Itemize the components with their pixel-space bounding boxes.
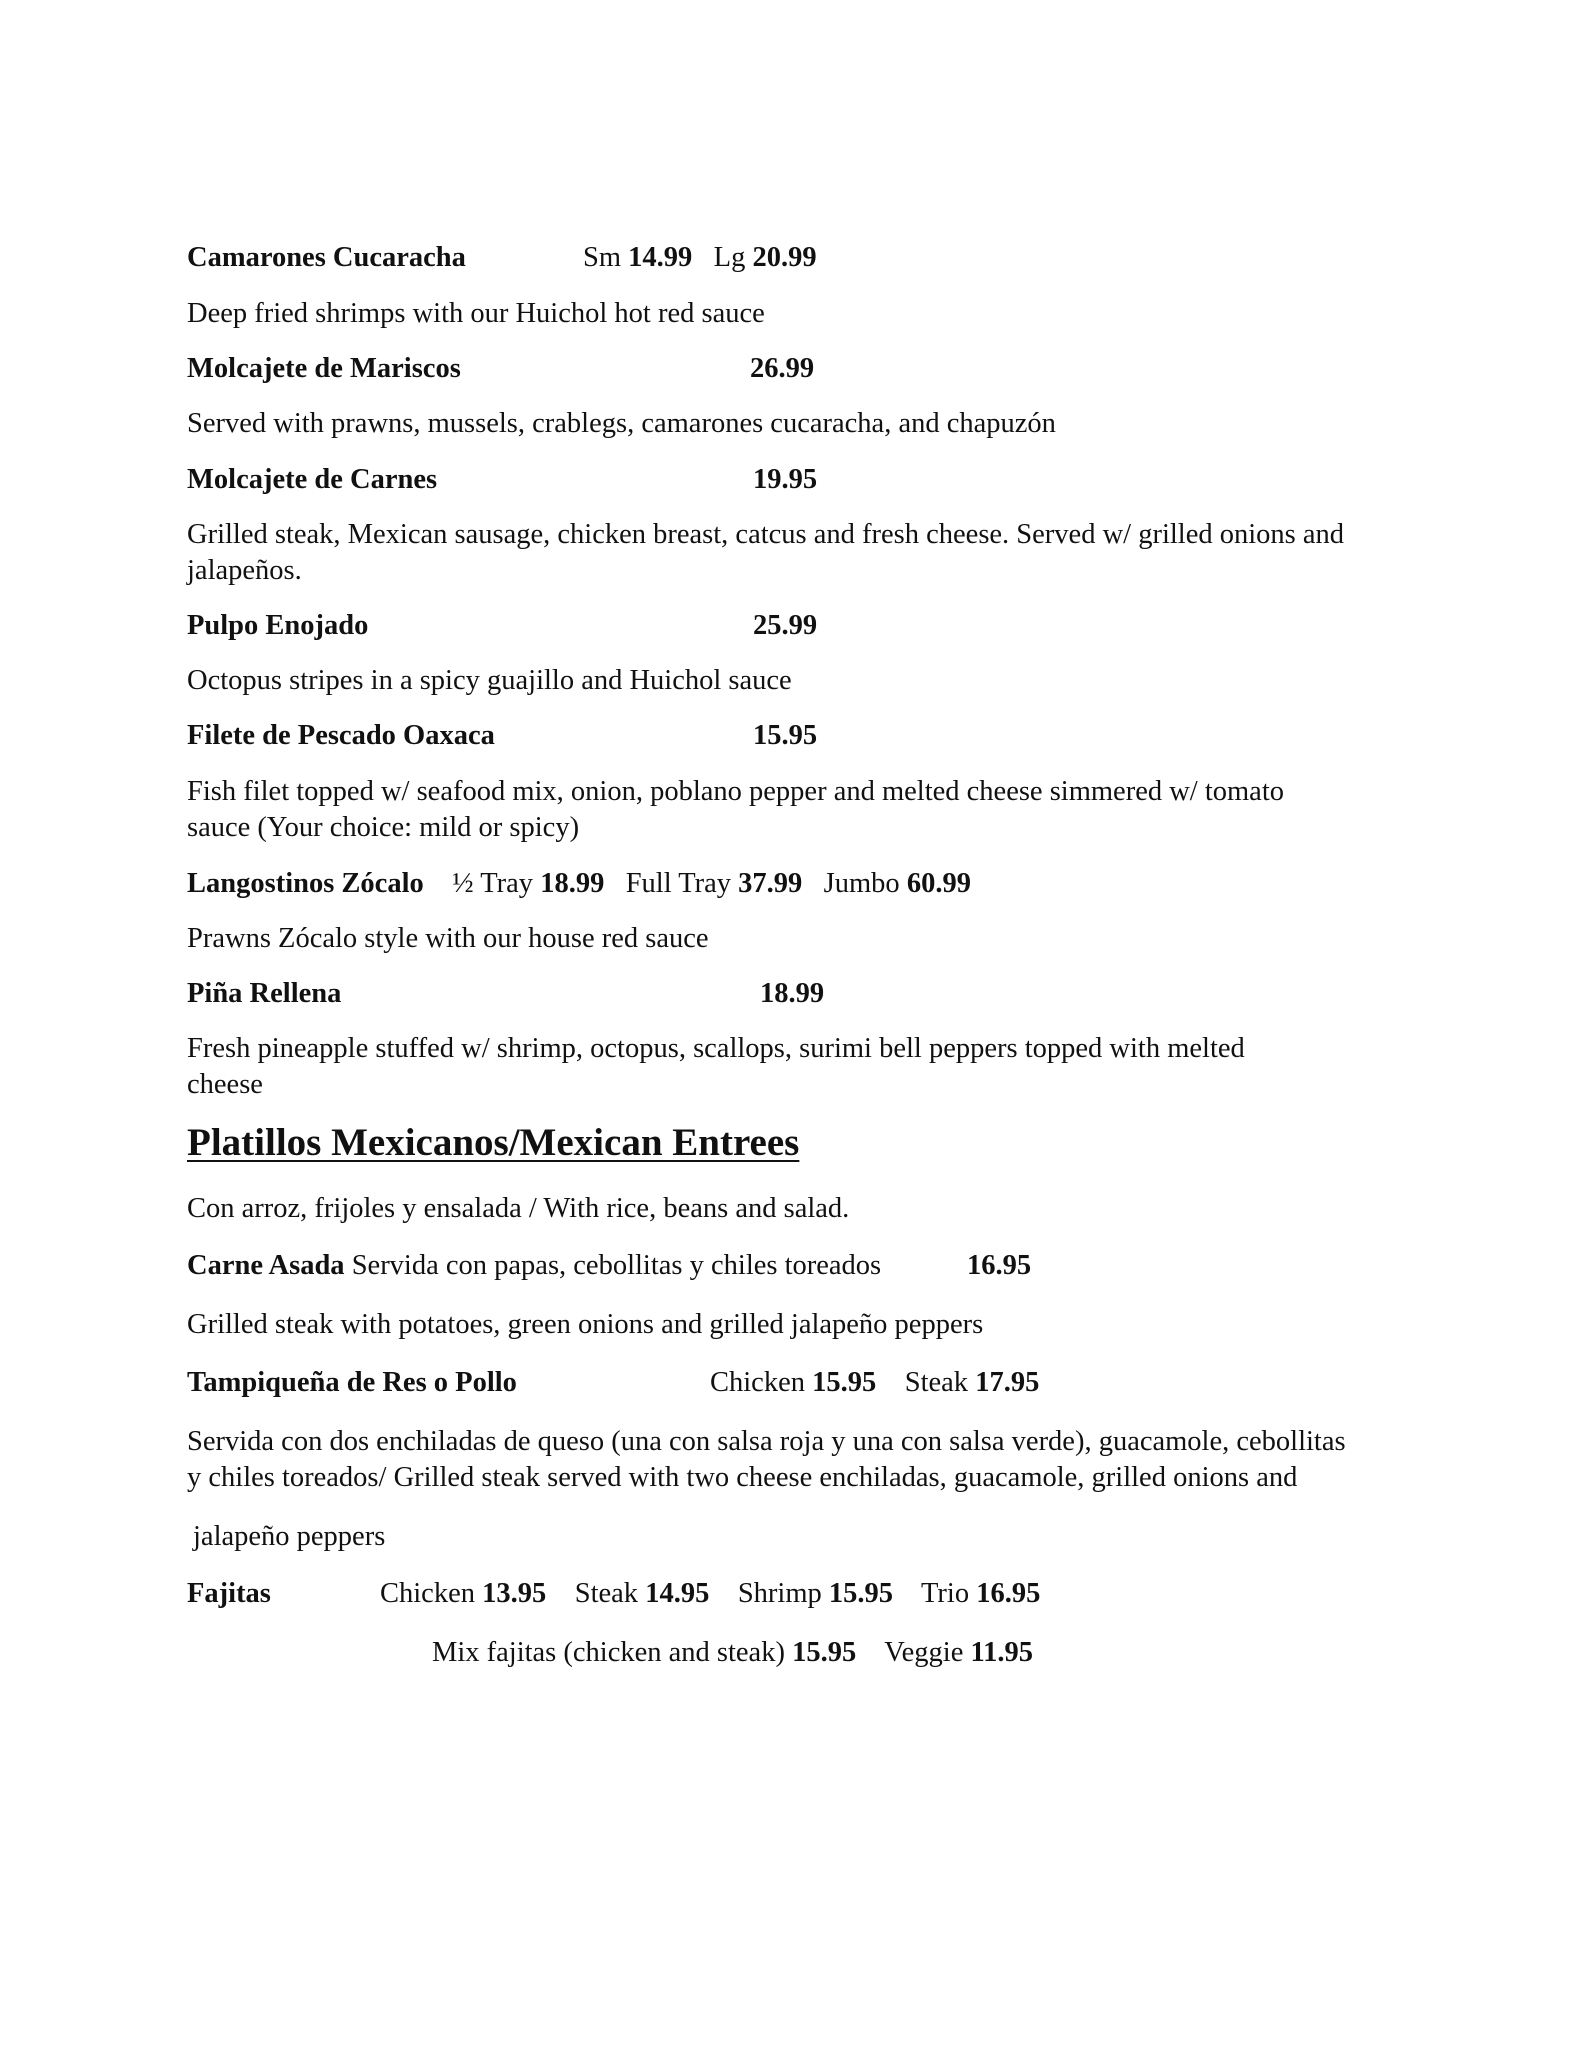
price-jumbo: 60.99 bbox=[906, 868, 971, 899]
item-price-pina-rellena: 18.99 bbox=[760, 978, 825, 1009]
price-steak: 17.95 bbox=[975, 1367, 1040, 1398]
item-name-tampiquena: Tampiqueña de Res o Pollo bbox=[187, 1367, 517, 1398]
item-description-filete-pescado-line1: Fish filet topped w/ seafood mix, onion, poblano pepper and melted cheese simmered w/ tomato bbox=[187, 776, 1284, 807]
item-name-carne-asada: Carne Asada bbox=[187, 1250, 345, 1281]
item-name-filete-pescado: Filete de Pescado Oaxaca bbox=[187, 720, 495, 751]
option-label-mix: Mix fajitas (chicken and steak) bbox=[432, 1637, 785, 1668]
size-label-full-tray: Full Tray bbox=[625, 868, 732, 899]
item-price-molcajete-mariscos: 26.99 bbox=[750, 353, 815, 384]
size-label-half-tray: ½ Tray bbox=[452, 868, 534, 899]
price-sm: 14.99 bbox=[628, 242, 693, 273]
option-label-chicken: Chicken bbox=[380, 1578, 475, 1609]
price-chicken: 15.95 bbox=[812, 1367, 877, 1398]
item-description-molcajete-carnes-line2: jalapeños. bbox=[187, 555, 302, 586]
item-description-tampiquena-line1: Servida con dos enchiladas de queso (una con salsa roja y una con salsa verde), guacamole, cebollitas bbox=[187, 1426, 1346, 1457]
item-description-carne-asada: Grilled steak with potatoes, green onions and grilled jalapeño peppers bbox=[187, 1309, 984, 1340]
item-name-molcajete-carnes: Molcajete de Carnes bbox=[187, 464, 438, 495]
item-name-fajitas: Fajitas bbox=[187, 1578, 271, 1609]
item-description-langostinos-zocalo: Prawns Zócalo style with our house red sauce bbox=[187, 923, 709, 954]
price-chicken: 13.95 bbox=[482, 1578, 547, 1609]
item-description-pina-rellena-line1: Fresh pineapple stuffed w/ shrimp, octopus, scallops, surimi bell peppers topped with melted bbox=[187, 1033, 1245, 1064]
price-mix: 15.95 bbox=[792, 1637, 857, 1668]
price-shrimp: 15.95 bbox=[828, 1578, 893, 1609]
option-label-chicken: Chicken bbox=[710, 1367, 805, 1398]
item-description-camarones-cucaracha: Deep fried shrimps with our Huichol hot red sauce bbox=[187, 298, 765, 329]
price-steak: 14.95 bbox=[645, 1578, 710, 1609]
item-name-camarones-cucaracha: Camarones Cucaracha bbox=[187, 242, 466, 273]
item-row-carne-asada bbox=[187, 1248, 881, 1284]
item-name-pina-rellena: Piña Rellena bbox=[187, 978, 342, 1009]
item-price-tampiquena bbox=[710, 1365, 1039, 1401]
size-label-lg: Lg bbox=[713, 242, 746, 273]
price-veggie: 11.95 bbox=[970, 1637, 1034, 1668]
item-price-carne-asada: 16.95 bbox=[967, 1250, 1032, 1281]
size-label-sm: Sm bbox=[583, 242, 622, 273]
item-description-tampiquena-line2: y chiles toreados/ Grilled steak served with two cheese enchiladas, guacamole, grilled onions and bbox=[187, 1462, 1298, 1493]
option-label-steak: Steak bbox=[574, 1578, 639, 1609]
price-half-tray: 18.99 bbox=[540, 868, 605, 899]
item-description-pulpo-enojado: Octopus stripes in a spicy guajillo and Huichol sauce bbox=[187, 665, 792, 696]
item-description-tampiquena-line3: jalapeño peppers bbox=[193, 1521, 386, 1552]
item-description-filete-pescado-line2: sauce (Your choice: mild or spicy) bbox=[187, 812, 580, 843]
item-price-camarones-cucaracha bbox=[583, 240, 817, 276]
item-name-pulpo-enojado: Pulpo Enojado bbox=[187, 610, 369, 641]
item-price-fajitas-row1 bbox=[380, 1576, 1040, 1612]
item-price-filete-pescado: 15.95 bbox=[753, 720, 818, 751]
item-note-carne-asada: Servida con papas, cebollitas y chiles toreados bbox=[351, 1250, 882, 1281]
item-price-fajitas-row2 bbox=[432, 1635, 1033, 1671]
item-name-molcajete-mariscos: Molcajete de Mariscos bbox=[187, 353, 461, 384]
price-trio: 16.95 bbox=[976, 1578, 1041, 1609]
price-lg: 20.99 bbox=[752, 242, 817, 273]
item-description-molcajete-carnes-line1: Grilled steak, Mexican sausage, chicken breast, catcus and fresh cheese. Served w/ grilled onions and bbox=[187, 519, 1345, 550]
option-label-trio: Trio bbox=[921, 1578, 970, 1609]
item-name-langostinos-zocalo: Langostinos Zócalo bbox=[187, 868, 424, 899]
section-subtitle: Con arroz, frijoles y ensalada / With rice, beans and salad. bbox=[187, 1193, 850, 1224]
item-price-pulpo-enojado: 25.99 bbox=[753, 610, 818, 641]
price-full-tray: 37.99 bbox=[738, 868, 803, 899]
item-row-langostinos-zocalo bbox=[187, 866, 971, 902]
item-description-pina-rellena-line2: cheese bbox=[187, 1069, 263, 1100]
option-label-steak: Steak bbox=[904, 1367, 969, 1398]
size-label-jumbo: Jumbo bbox=[823, 868, 900, 899]
option-label-shrimp: Shrimp bbox=[737, 1578, 822, 1609]
section-title: Platillos Mexicanos/Mexican Entrees bbox=[187, 1121, 800, 1164]
item-description-molcajete-mariscos: Served with prawns, mussels, crablegs, camarones cucaracha, and chapuzón bbox=[187, 408, 1056, 439]
option-label-veggie: Veggie bbox=[884, 1637, 964, 1668]
item-price-molcajete-carnes: 19.95 bbox=[753, 464, 818, 495]
